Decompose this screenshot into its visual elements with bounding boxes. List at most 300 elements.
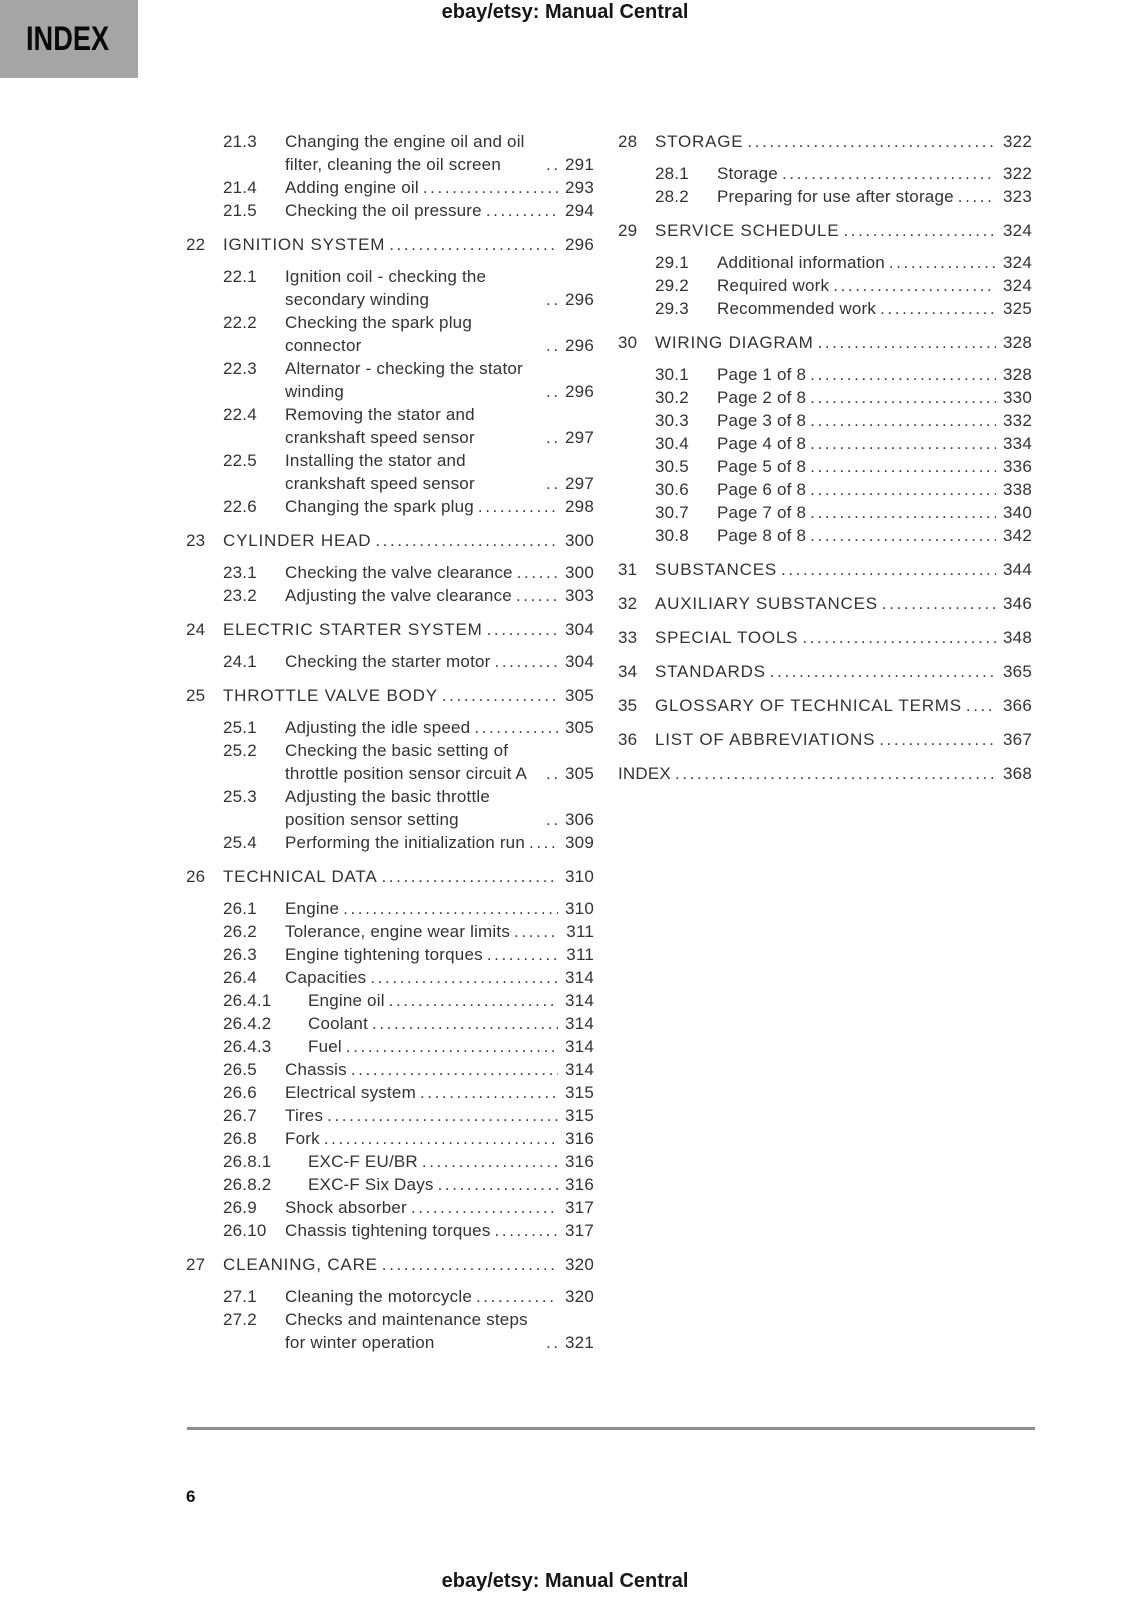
toc-entry-number: 30.2 bbox=[655, 388, 689, 407]
toc-entry-title: Checking the valve clearance bbox=[285, 563, 513, 582]
toc-entry-number: 22.5 bbox=[223, 451, 257, 470]
toc-entry bbox=[618, 386, 1032, 409]
toc-entry-number: 21.3 bbox=[223, 132, 257, 151]
toc-entry-page: 306 bbox=[565, 810, 594, 829]
toc-entry bbox=[618, 478, 1032, 501]
dot-leader bbox=[327, 1104, 558, 1127]
toc-entry bbox=[186, 966, 594, 989]
toc-entry-title: Checking the basic setting of throttle position sensor circuit A bbox=[285, 741, 528, 783]
dot-leader bbox=[487, 618, 558, 641]
toc-entry-page: 317 bbox=[565, 1198, 594, 1217]
toc-entry-number: 30.6 bbox=[655, 480, 689, 499]
toc-entry-title: CLEANING, CARE bbox=[223, 1255, 378, 1274]
toc-entry-title: Tolerance, engine wear limits bbox=[285, 922, 511, 941]
toc-entry-title: Engine oil bbox=[308, 991, 385, 1010]
toc-entry bbox=[186, 1058, 594, 1081]
toc-entry-page: 296 bbox=[565, 235, 594, 254]
toc-entry bbox=[618, 592, 1032, 615]
toc-entry-page: 328 bbox=[1003, 333, 1032, 352]
toc-entry-page: 296 bbox=[565, 382, 594, 401]
toc-entry-page: 316 bbox=[565, 1129, 594, 1148]
toc-entry-page: 368 bbox=[1003, 764, 1032, 783]
toc-entry-number: 28.2 bbox=[655, 187, 689, 206]
toc-entry-title: Page 5 of 8 bbox=[717, 457, 807, 476]
toc-entry-title: Electrical system bbox=[285, 1083, 416, 1102]
toc-entry-title: Storage bbox=[717, 164, 778, 183]
dot-leader bbox=[810, 409, 996, 432]
toc-entry-page: 314 bbox=[565, 1014, 594, 1033]
toc-entry-page: 309 bbox=[565, 833, 594, 852]
toc-entry-number: 25.1 bbox=[223, 718, 257, 737]
toc-entry-title: AUXILIARY SUBSTANCES bbox=[655, 594, 878, 613]
toc-entry bbox=[186, 130, 594, 176]
toc-entry bbox=[186, 1035, 594, 1058]
toc-entry-title: SERVICE SCHEDULE bbox=[655, 221, 840, 240]
toc-entry bbox=[186, 739, 594, 785]
dot-leader bbox=[880, 297, 996, 320]
toc-entry-number: 29.2 bbox=[655, 276, 689, 295]
toc-entry bbox=[186, 529, 594, 552]
toc-entry bbox=[618, 626, 1032, 649]
toc-entry-title: Required work bbox=[717, 276, 830, 295]
toc-column-left bbox=[186, 130, 594, 1354]
toc-entry bbox=[618, 409, 1032, 432]
dot-leader bbox=[546, 334, 558, 357]
page-footer-title: ebay/etsy: Manual Central bbox=[441, 1570, 689, 1592]
toc-entry bbox=[618, 363, 1032, 386]
toc-entry-number: 28 bbox=[618, 132, 638, 151]
toc-entry-page: 332 bbox=[1003, 411, 1032, 430]
toc-entry bbox=[618, 524, 1032, 547]
toc-entry bbox=[618, 130, 1032, 153]
toc-entry-page: 291 bbox=[565, 155, 594, 174]
toc-entry bbox=[186, 897, 594, 920]
toc-entry-page: 296 bbox=[565, 290, 594, 309]
toc-entry-page: 336 bbox=[1003, 457, 1032, 476]
toc-entry-title: EXC-F Six Days bbox=[308, 1175, 434, 1194]
dot-leader bbox=[389, 989, 558, 1012]
toc-entry-number: 29.1 bbox=[655, 253, 689, 272]
footer-page-number: 6 bbox=[186, 1487, 196, 1506]
dot-leader bbox=[675, 762, 996, 785]
toc-entry-page: 310 bbox=[565, 867, 594, 886]
dot-leader bbox=[411, 1196, 558, 1219]
dot-leader bbox=[879, 728, 996, 751]
toc-entry-page: 330 bbox=[1003, 388, 1032, 407]
toc-entry-title: Cleaning the motorcycle bbox=[285, 1287, 472, 1306]
toc-entry-page: 315 bbox=[565, 1083, 594, 1102]
dot-leader bbox=[442, 684, 558, 707]
toc-entry-number: 26.4.3 bbox=[223, 1037, 272, 1056]
toc-entry-page: 321 bbox=[565, 1333, 594, 1352]
toc-entry-page: 322 bbox=[1003, 132, 1032, 151]
toc-entry bbox=[186, 495, 594, 518]
toc-entry bbox=[186, 233, 594, 256]
toc-entry-number: 30.5 bbox=[655, 457, 689, 476]
toc-entry-title: LIST OF ABBREVIATIONS bbox=[655, 730, 876, 749]
toc-entry bbox=[186, 1081, 594, 1104]
dot-leader bbox=[389, 233, 558, 256]
dot-leader bbox=[958, 185, 996, 208]
toc-entry-title: Alternator - checking the stator winding bbox=[285, 359, 523, 401]
dot-leader bbox=[372, 1012, 558, 1035]
toc-entry-number: 26.2 bbox=[223, 922, 257, 941]
dot-leader bbox=[810, 363, 996, 386]
toc-entry bbox=[186, 650, 594, 673]
toc-entry-number: 26.8.1 bbox=[223, 1152, 272, 1171]
toc-entry-title: Recommended work bbox=[717, 299, 877, 318]
toc-entry-page: 316 bbox=[565, 1152, 594, 1171]
dot-leader bbox=[810, 478, 996, 501]
toc-entry-title: Capacities bbox=[285, 968, 367, 987]
toc-entry-page: 348 bbox=[1003, 628, 1032, 647]
toc-entry-page: 324 bbox=[1003, 276, 1032, 295]
toc-entry-number: 34 bbox=[618, 662, 638, 681]
toc-entry-number: 26.5 bbox=[223, 1060, 257, 1079]
toc-entry-page: 311 bbox=[566, 945, 594, 964]
toc-entry-page: 297 bbox=[565, 428, 594, 447]
toc-entry-page: 296 bbox=[565, 336, 594, 355]
toc-entry-title: Engine bbox=[285, 899, 340, 918]
dot-leader bbox=[889, 251, 996, 274]
toc-entry-title: Page 1 of 8 bbox=[717, 365, 807, 384]
toc-entry-title: Checking the starter motor bbox=[285, 652, 491, 671]
toc-entry-number: 30.3 bbox=[655, 411, 689, 430]
dot-leader bbox=[546, 288, 558, 311]
dot-leader bbox=[324, 1127, 558, 1150]
toc-entry-number: 22 bbox=[186, 235, 206, 254]
toc-entry-number: 26.9 bbox=[223, 1198, 257, 1217]
dot-leader bbox=[546, 426, 558, 449]
toc-entry-title: Shock absorber bbox=[285, 1198, 407, 1217]
toc-entry-number: 22.6 bbox=[223, 497, 257, 516]
toc-entry-title: Page 7 of 8 bbox=[717, 503, 807, 522]
toc-entry-title: ELECTRIC STARTER SYSTEM bbox=[223, 620, 483, 639]
toc-entry-page: 305 bbox=[565, 764, 594, 783]
dot-leader bbox=[810, 432, 996, 455]
dot-leader bbox=[810, 524, 996, 547]
toc-entry-page: 365 bbox=[1003, 662, 1032, 681]
toc-entry-page: 320 bbox=[565, 1287, 594, 1306]
dot-leader bbox=[351, 1058, 558, 1081]
toc-entry-title: Changing the spark plug bbox=[285, 497, 474, 516]
toc-entry bbox=[618, 501, 1032, 524]
toc-entry bbox=[618, 251, 1032, 274]
toc-entry-page: 323 bbox=[1003, 187, 1032, 206]
dot-leader bbox=[546, 153, 558, 176]
dot-leader bbox=[382, 1253, 558, 1276]
toc-entry bbox=[186, 989, 594, 1012]
dot-leader bbox=[810, 501, 996, 524]
toc-entry-number: 26.10 bbox=[223, 1221, 267, 1240]
dot-leader bbox=[420, 1081, 558, 1104]
toc-entry bbox=[186, 265, 594, 311]
toc-entry-number: 21.4 bbox=[223, 178, 257, 197]
dot-leader bbox=[381, 865, 558, 888]
toc-entry-number: 25.3 bbox=[223, 787, 257, 806]
toc-entry-number: 23.1 bbox=[223, 563, 257, 582]
toc-entry-number: 27 bbox=[186, 1255, 206, 1274]
toc-entry-number: 23.2 bbox=[223, 586, 257, 605]
toc-entry-number: 29.3 bbox=[655, 299, 689, 318]
toc-entry bbox=[186, 1196, 594, 1219]
toc-entry-number: 22.4 bbox=[223, 405, 257, 424]
toc-entry-title: Installing the stator and crankshaft speed sensor bbox=[285, 451, 475, 493]
dot-leader bbox=[546, 762, 558, 785]
dot-leader bbox=[516, 584, 558, 607]
toc-entry-title: STANDARDS bbox=[655, 662, 766, 681]
dot-leader bbox=[346, 1035, 558, 1058]
dot-leader bbox=[343, 897, 558, 920]
dot-leader bbox=[833, 274, 996, 297]
toc-entry-number: 24 bbox=[186, 620, 206, 639]
toc-entry-page: 297 bbox=[565, 474, 594, 493]
toc-entry-title: THROTTLE VALVE BODY bbox=[223, 686, 438, 705]
toc-entry-title: EXC-F EU/BR bbox=[308, 1152, 418, 1171]
toc-entry-number: 26.8.2 bbox=[223, 1175, 272, 1194]
toc-entry-page: 314 bbox=[565, 1060, 594, 1079]
toc-entry-title: Preparing for use after storage bbox=[717, 187, 954, 206]
toc-entry-number: 30.8 bbox=[655, 526, 689, 545]
page-header-title: ebay/etsy: Manual Central bbox=[441, 1, 689, 23]
dot-leader bbox=[476, 1285, 558, 1308]
toc-entry-page: 340 bbox=[1003, 503, 1032, 522]
dot-leader bbox=[487, 943, 559, 966]
toc-entry bbox=[186, 1150, 594, 1173]
toc-entry bbox=[186, 716, 594, 739]
toc-entry-page: 314 bbox=[565, 1037, 594, 1056]
toc-entry-title: Page 2 of 8 bbox=[717, 388, 807, 407]
toc-entry-page: 338 bbox=[1003, 480, 1032, 499]
toc-entry bbox=[186, 449, 594, 495]
toc-entry-title: Tires bbox=[285, 1106, 324, 1125]
toc-entry bbox=[186, 943, 594, 966]
toc-entry bbox=[618, 728, 1032, 751]
dot-leader bbox=[843, 219, 996, 242]
toc-entry-number: 22.3 bbox=[223, 359, 257, 378]
toc-entry-title: SUBSTANCES bbox=[655, 560, 777, 579]
toc-entry-page: 305 bbox=[565, 686, 594, 705]
toc-entry bbox=[618, 762, 1032, 785]
toc-entry-number: 28.1 bbox=[655, 164, 689, 183]
dot-leader bbox=[529, 831, 558, 854]
toc-entry-number: 26.3 bbox=[223, 945, 257, 964]
toc-entry bbox=[186, 1285, 594, 1308]
toc-entry-number: 30.1 bbox=[655, 365, 689, 384]
toc-entry-number: 27.1 bbox=[223, 1287, 257, 1306]
toc-entry bbox=[186, 561, 594, 584]
toc-entry-title: Checks and maintenance steps for winter operation bbox=[285, 1310, 528, 1352]
toc-entry-page: 294 bbox=[565, 201, 594, 220]
toc-entry-number: 30.4 bbox=[655, 434, 689, 453]
index-tab-label: INDEX bbox=[26, 19, 110, 58]
toc-entry bbox=[186, 684, 594, 707]
toc-entry bbox=[186, 199, 594, 222]
toc-entry bbox=[618, 660, 1032, 683]
dot-leader bbox=[474, 716, 558, 739]
toc-entry-number: 26.1 bbox=[223, 899, 257, 918]
toc-entry-page: 334 bbox=[1003, 434, 1032, 453]
toc-entry-number: 36 bbox=[618, 730, 638, 749]
dot-leader bbox=[546, 808, 558, 831]
toc-entry bbox=[186, 584, 594, 607]
toc-entry-number: 22.2 bbox=[223, 313, 257, 332]
toc-entry-number: 26.4 bbox=[223, 968, 257, 987]
toc-entry-number: 23 bbox=[186, 531, 206, 550]
footer-divider bbox=[187, 1427, 1035, 1430]
dot-leader bbox=[770, 660, 996, 683]
toc-entry bbox=[186, 920, 594, 943]
toc-entry-page: 342 bbox=[1003, 526, 1032, 545]
toc-entry-page: 317 bbox=[565, 1221, 594, 1240]
toc-entry bbox=[186, 1308, 594, 1354]
toc-entry-title: Adjusting the valve clearance bbox=[285, 586, 512, 605]
dot-leader bbox=[517, 561, 558, 584]
toc-entry-page: 304 bbox=[565, 652, 594, 671]
toc-entry-number: 26.4.1 bbox=[223, 991, 272, 1010]
toc-entry-page: 303 bbox=[565, 586, 594, 605]
toc-entry-title: INDEX bbox=[618, 764, 671, 783]
toc-entry-page: 314 bbox=[565, 991, 594, 1010]
toc-entry-title: Removing the stator and crankshaft speed sensor bbox=[285, 405, 475, 447]
toc-entry bbox=[618, 331, 1032, 354]
toc-entry-title: Checking the spark plug connector bbox=[285, 313, 472, 355]
toc-entry-page: 325 bbox=[1003, 299, 1032, 318]
toc-entry bbox=[186, 785, 594, 831]
toc-entry-number: 31 bbox=[618, 560, 638, 579]
toc-entry-page: 311 bbox=[566, 922, 594, 941]
toc-entry-number: 27.2 bbox=[223, 1310, 257, 1329]
toc-entry bbox=[618, 455, 1032, 478]
toc-entry-number: 26.8 bbox=[223, 1129, 257, 1148]
dot-leader bbox=[486, 199, 558, 222]
toc-entry-page: 293 bbox=[565, 178, 594, 197]
toc-entry bbox=[186, 1104, 594, 1127]
toc-entry bbox=[186, 1219, 594, 1242]
toc-entry bbox=[186, 1012, 594, 1035]
toc-entry-number: 26.6 bbox=[223, 1083, 257, 1102]
toc-entry bbox=[618, 432, 1032, 455]
dot-leader bbox=[478, 495, 558, 518]
toc-entry bbox=[186, 865, 594, 888]
toc-entry-page: 328 bbox=[1003, 365, 1032, 384]
toc-entry-page: 322 bbox=[1003, 164, 1032, 183]
toc-entry-title: Page 4 of 8 bbox=[717, 434, 807, 453]
toc-entry-title: TECHNICAL DATA bbox=[223, 867, 378, 886]
toc-entry-number: 26.4.2 bbox=[223, 1014, 272, 1033]
toc-entry bbox=[186, 1127, 594, 1150]
toc-entry-number: 25.4 bbox=[223, 833, 257, 852]
toc-entry bbox=[186, 831, 594, 854]
toc-entry-page: 320 bbox=[565, 1255, 594, 1274]
toc-entry-page: 346 bbox=[1003, 594, 1032, 613]
toc-entry-title: STORAGE bbox=[655, 132, 744, 151]
toc-entry bbox=[618, 297, 1032, 320]
toc-entry bbox=[618, 694, 1032, 717]
toc-entry-title: Performing the initialization run bbox=[285, 833, 525, 852]
toc-entry-number: 21.5 bbox=[223, 201, 257, 220]
toc-entry-page: 300 bbox=[565, 531, 594, 550]
toc-entry bbox=[618, 558, 1032, 581]
toc-entry bbox=[186, 176, 594, 199]
toc-entry-number: 24.1 bbox=[223, 652, 257, 671]
toc-entry bbox=[618, 185, 1032, 208]
toc-entry-title: Adjusting the basic throttle position sensor setting bbox=[285, 787, 490, 829]
toc-entry-number: 22.1 bbox=[223, 267, 257, 286]
toc-entry-page: 316 bbox=[565, 1175, 594, 1194]
toc-entry-page: 324 bbox=[1003, 221, 1032, 240]
toc-entry-title: CYLINDER HEAD bbox=[223, 531, 372, 550]
toc-entry-number: 35 bbox=[618, 696, 638, 715]
toc-entry-number: 26.7 bbox=[223, 1106, 257, 1125]
toc-entry-page: 344 bbox=[1003, 560, 1032, 579]
toc-entry bbox=[618, 274, 1032, 297]
toc-column-right bbox=[618, 130, 1032, 794]
toc-entry-page: 310 bbox=[565, 899, 594, 918]
toc-entry-number: 29 bbox=[618, 221, 638, 240]
toc-entry-number: 25 bbox=[186, 686, 206, 705]
dot-leader bbox=[747, 130, 996, 153]
toc-entry-number: 33 bbox=[618, 628, 638, 647]
dot-leader bbox=[370, 966, 558, 989]
dot-leader bbox=[546, 380, 558, 403]
dot-leader bbox=[423, 176, 558, 199]
dot-leader bbox=[882, 592, 996, 615]
dot-leader bbox=[495, 1219, 558, 1242]
toc-entry bbox=[618, 219, 1032, 242]
dot-leader bbox=[810, 455, 996, 478]
toc-entry-title: Fuel bbox=[308, 1037, 342, 1056]
dot-leader bbox=[818, 331, 997, 354]
toc-entry-number: 26 bbox=[186, 867, 206, 886]
toc-entry-page: 367 bbox=[1003, 730, 1032, 749]
toc-entry-page: 305 bbox=[565, 718, 594, 737]
dot-leader bbox=[495, 650, 559, 673]
toc-entry-title: Checking the oil pressure bbox=[285, 201, 482, 220]
toc-entry-title: SPECIAL TOOLS bbox=[655, 628, 799, 647]
toc-entry bbox=[186, 1173, 594, 1196]
dot-leader bbox=[546, 472, 558, 495]
dot-leader bbox=[438, 1173, 558, 1196]
toc-entry bbox=[186, 357, 594, 403]
toc-entry bbox=[186, 403, 594, 449]
toc-entry-page: 300 bbox=[565, 563, 594, 582]
dot-leader bbox=[514, 920, 559, 943]
toc-entry-number: 25.2 bbox=[223, 741, 257, 760]
toc-entry-page: 315 bbox=[565, 1106, 594, 1125]
dot-leader bbox=[781, 558, 996, 581]
toc-entry-title: Page 8 of 8 bbox=[717, 526, 807, 545]
toc-entry-title: Coolant bbox=[308, 1014, 368, 1033]
toc-entry bbox=[186, 618, 594, 641]
toc-entry-number: 30 bbox=[618, 333, 638, 352]
dot-leader bbox=[966, 694, 996, 717]
dot-leader bbox=[375, 529, 558, 552]
toc-entry bbox=[618, 162, 1032, 185]
toc-entry-title: Changing the engine oil and oil filter, cleaning the oil screen bbox=[285, 132, 525, 174]
dot-leader bbox=[546, 1331, 558, 1354]
toc-entry-title: Adjusting the idle speed bbox=[285, 718, 471, 737]
toc-entry-page: 298 bbox=[565, 497, 594, 516]
toc-entry-title: IGNITION SYSTEM bbox=[223, 235, 386, 254]
dot-leader bbox=[802, 626, 996, 649]
dot-leader bbox=[422, 1150, 558, 1173]
toc-entry-title: Page 3 of 8 bbox=[717, 411, 807, 430]
toc-entry-title: GLOSSARY OF TECHNICAL TERMS bbox=[655, 696, 962, 715]
toc-entry-page: 304 bbox=[565, 620, 594, 639]
toc-entry-number: 32 bbox=[618, 594, 638, 613]
toc-entry-title: Ignition coil - checking the secondary winding bbox=[285, 267, 487, 309]
